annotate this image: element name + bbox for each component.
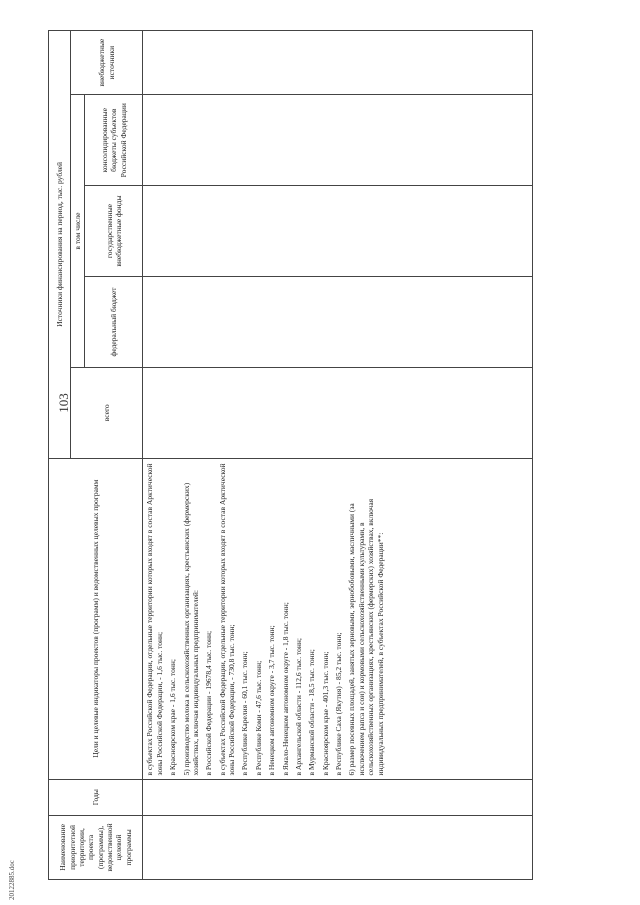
header-years: Годы: [49, 779, 143, 815]
cell-state-funds: [143, 186, 533, 277]
goal-item: в Республике Саха (Якутия) - 85,2 тыс. тонн;: [334, 632, 343, 776]
goal-item: в Архангельской области - 112,6 тыс. тонн;: [293, 638, 303, 776]
goal-item: в Ненецком автономном округе - 3,7 тыс. тонн;: [267, 625, 277, 776]
goal-item: в Красноярском крае - 1,6 тыс. тонн;: [168, 659, 178, 776]
goal-item: 5) производство молока в сельскохозяйственных организациях, крестьянских (фермерских) хозяйствах, включая индивидуальных предпринимателей:: [181, 482, 200, 776]
goal-item: в Ямало-Ненецком автономном округе - 1,8 тыс. тонн;: [280, 602, 290, 776]
financing-table-container: [48, 30, 558, 880]
cell-federal: [143, 277, 533, 368]
cell-extra: [143, 31, 533, 95]
header-funding: Источники финансирования на период, тыс. рублей: [49, 31, 71, 459]
goal-item: в Мурманской области - 18,5 тыс. тонн;: [307, 649, 317, 776]
cell-total: [143, 367, 533, 458]
document-id: 20122885.doc: [8, 860, 16, 900]
header-goals: Цели и целевые индикаторы проектов (программ) и ведомственных целевых программ: [49, 458, 143, 779]
cell-name: [143, 815, 533, 879]
header-state-funds: государственные внебюджетные фонды: [85, 186, 143, 277]
financing-table: [48, 30, 533, 880]
header-federal: федеральный бюджет: [85, 277, 143, 368]
header-consolidated: консолидированные бюджеты субъектов Российской Федерации: [85, 95, 143, 186]
goal-item: в субъектах Российской Федерации, отдельные территории которых входят в состав Арктической зоны Российской Федерации, - 730,8 тыс. тонн;: [217, 463, 236, 776]
cell-years: [143, 779, 533, 815]
goal-item: в Республике Карелия - 60,1 тыс. тонн;: [240, 651, 250, 776]
goal-item: в Российской Федерации - 19678,4 тыс. тонн;: [204, 630, 214, 776]
header-including: в том числе: [71, 95, 85, 368]
goal-item: в Красноярском крае - 401,3 тыс. тонн;: [320, 651, 330, 776]
header-extra: внебюджетные источники: [71, 31, 143, 95]
goal-item: 6) размер посевных площадей, занятых зерновыми, зернобобовыми, масличными (за исключением рапса и сои) и кормовыми сельскохозяйственными культурами, в сельскохозяйственных организациях, крестьянских (фермерских) хозяйствах, включая индивидуальных предпринимателей, в субъектах Российской Федерации**:: [347, 498, 385, 776]
header-name: Наименование приоритетной территории, проекта (программы), ведомственной целевой программы: [49, 815, 143, 879]
goal-item: в Республике Коми - 47,6 тыс. тонн;: [253, 660, 263, 776]
cell-consolidated: [143, 95, 533, 186]
header-total: всего: [71, 367, 143, 458]
cell-goals: [143, 458, 533, 779]
goal-item: в субъектах Российской Федерации, отдельные территории которых входят в состав Арктической зоны Российской Федерации, - 1,6 тыс. тонн;: [145, 463, 164, 776]
page-number: 103: [56, 393, 71, 413]
